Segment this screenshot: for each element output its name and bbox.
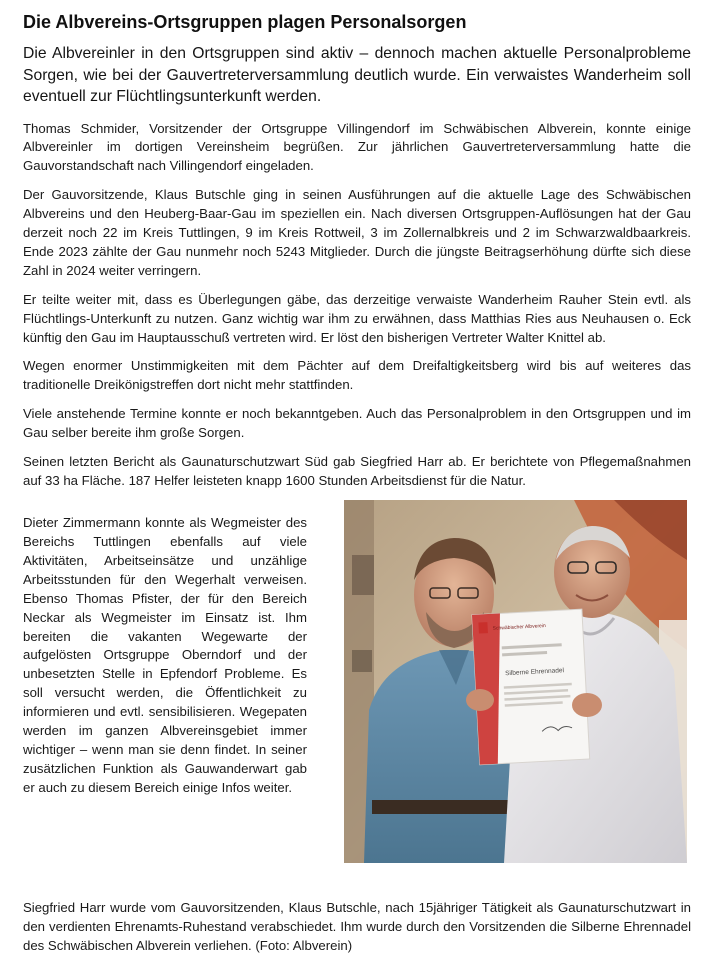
side-paragraph: Dieter Zimmermann konnte als Wegmeister des Bereichs Tuttlingen ebenfalls auf viele Aktivitäten, Arbeitseinsätze und unzählige Arbeitsstunden für den Wegerhalt verweisen. Ebenso Thomas Pfister, der für den Bereich Neckar als Wegmeister im Einsatz ist. Ihm bereiten die vakanten Wegewarte der aufgelösten Ortsgruppe Oberndorf und der unbesetzten Stelle in Epfendorf Probleme. Es soll versucht werden, die Öffentlichkeit zu informieren und evtl. sensibilisieren. Wegepaten werden im ganzen Albvereinsgebiet immer wichtiger – wenn man sie denn findet. In seiner zusätzlichen Funktion als Gauwanderwart gab er auch zu diesem Bereich einige Infos weiter. (23, 515, 307, 795)
photo-caption: Siegfried Harr wurde vom Gauvorsitzenden, Klaus Butschle, nach 15jähriger Tätigkeit als Gaunaturschutzwart in den verdienten Ehrenamts-Ruhestand verabschiedet. Ihm wurde durch den Vorsitzenden die Silberne Ehrennadel des Schwäbischen Albverein verliehen. (Foto: Albverein) (23, 900, 691, 953)
article-title: Die Albvereins-Ortsgruppen plagen Personalsorgen (23, 12, 467, 32)
paragraph-6: Seinen letzten Bericht als Gaunaturschutzwart Süd gab Siegfried Harr ab. Er berichtete von Pflegemaßnahmen auf 33 ha Fläche. 187 Helfer leisteten knapp 1600 Stunden Arbeitsdienst für die Natur. (23, 454, 691, 488)
article-photo (344, 500, 687, 863)
photo-section (23, 501, 691, 864)
article (23, 10, 691, 864)
photo-illustration (344, 500, 687, 863)
paragraph-2: Der Gauvorsitzende, Klaus Butschle ging in seinen Ausführungen auf die aktuelle Lage des Schwäbischen Albvereins und den Heuberg-Baar-Gau im speziellen ein. Nach diversen Ortsgruppen-Auflösungen hat der Gau derzeit noch 22 im Kreis Tuttlingen, 9 im Kreis Rottweil, 3 im Zollernalbkreis und 2 im Schwarzwaldbaarkreis. Ende 2023 zählte der Gau nunmehr noch 5243 Mitglieder. Durch die jüngste Beitragserhöhung dürfte sich diese Zahl in 2024 weiter verringern. (23, 187, 691, 278)
paragraph-1: Thomas Schmider, Vorsitzender der Ortsgruppe Villingendorf im Schwäbischen Albverein, konnte einige Albvereinler im dortigen Vereinsheim begrüßen. Zur jährlichen Gauvertreterversammlung hatte die Gauvorstandschaft nach Villingendorf eingeladen. (23, 120, 691, 174)
article-lead: Die Albvereinler in den Ortsgruppen sind aktiv – dennoch machen aktuelle Personalprobleme Sorgen, wie bei der Gauvertreterversammlung deutlich wurde. Ein verwaistes Wanderheim soll eventuell zur Flüchtlingsunterkunft werden. (23, 45, 691, 105)
paragraph-5: Viele anstehende Termine konnte er noch bekanntgeben. Auch das Personalproblem in den Ortsgruppen und im Gau selber bereite ihm große Sorgen. (23, 406, 691, 441)
paragraph-3: Er teilte weiter mit, dass es Überlegungen gäbe, das derzeitige verwaiste Wanderheim Rauher Stein evtl. als Flüchtlings-Unterkunft zu nutzen. Ganz wichtig war ihm zu erwähnen, dass Matthias Ries aus Neuhausen o. Eck künftig den Gau im Hauptausschuß vertreten wird. Er löst den bisherigen Vertreter Walter Knittel ab. (23, 291, 691, 345)
certificate-heading: Silberne Ehrennadel (504, 667, 565, 678)
certificate (472, 609, 590, 765)
certificate-logo-text: Schwäbischer Albverein (492, 622, 546, 632)
paragraph-4: Wegen enormer Unstimmigkeiten mit dem Pächter auf dem Dreifaltigkeitsberg wird bis auf weiteres das traditionelle Dreikönigstreffen dort nicht mehr stattfinden. (23, 358, 691, 393)
